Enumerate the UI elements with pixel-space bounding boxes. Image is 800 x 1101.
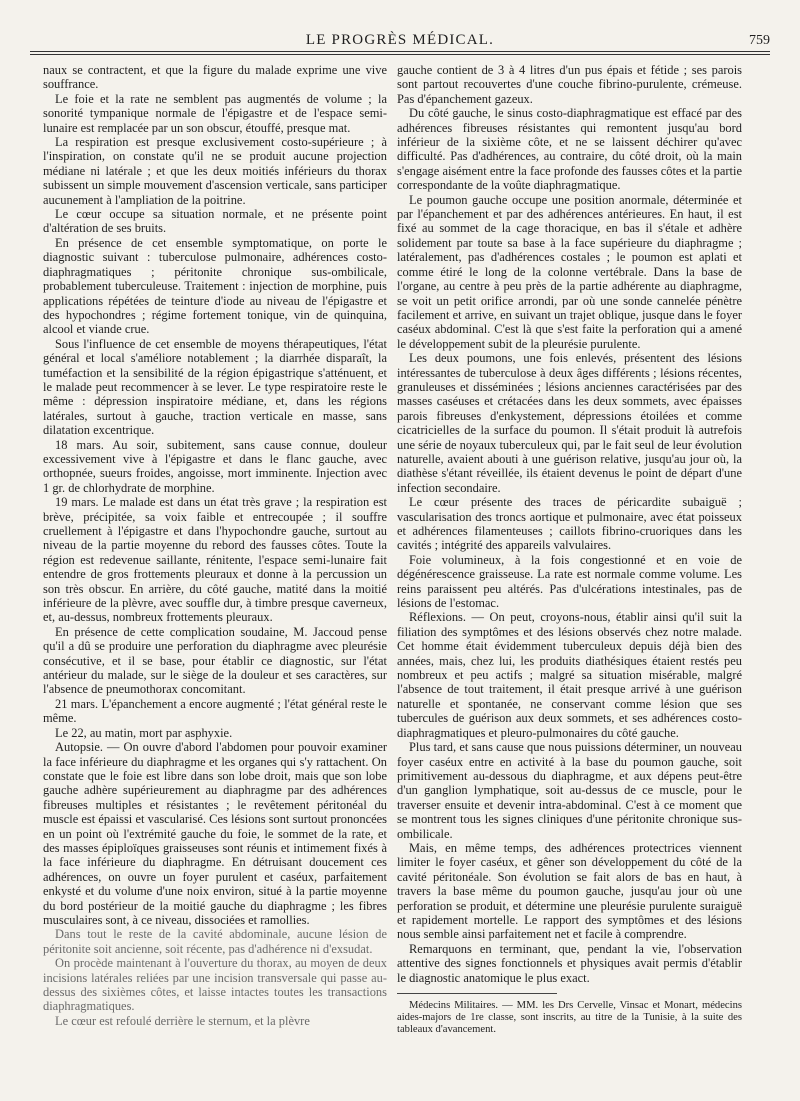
header-rule: [30, 51, 770, 55]
paragraph: Sous l'influence de cet ensemble de moyens thérapeutiques, l'état général et local s'améliore notablement ; la diarrhée disparaît, la tuméfaction et la sensibilité de la région épigastrique s'atténuent, et le malade peut recommencer à se lever. Le type respiratoire reste le même : dépression inspiratoire médiane, et, dans les régions latérales, surtout à gauche, traction verticale en masse, sans dilatation excentrique.: [43, 336, 387, 438]
footnote-rule: [397, 993, 557, 994]
paragraph: Le cœur présente des traces de péricardite subaiguë ; vascularisation des troncs aortique et pulmonaire, avec état poisseux et adhérences filamenteuses ; caillots fibrino-cruoriques dans les cavités ; intégrité des appareils valvulaires.: [397, 495, 742, 553]
right-column: [397, 63, 742, 1037]
paragraph: On procède maintenant à l'ouverture du thorax, au moyen de deux incisions latérales reliées par une incision transversale qui passe au-dessus des sixièmes côtes, et laisse intactes toutes les transactions diaphragmatiques.: [43, 956, 387, 1014]
paragraph: Remarquons en terminant, que, pendant la vie, l'observation attentive des signes fonctionnels et physiques avait permis d'établir le diagnostic anatomique le plus exact.: [397, 941, 742, 985]
paragraph: Plus tard, et sans cause que nous puissions déterminer, un nouveau foyer caséux entre en activité à la base du poumon gauche, soit primitivement au-dessous du diaphragme, et aux dépens peut-être d'un ganglion lymphatique, soit au-dessus de ce muscle, pour le traverser ensuite et devenir intra-abdominal. C'est à ce moment que se montrent tous les signes cliniques d'une péritonite chronique sus-ombilicale.: [397, 740, 742, 841]
paragraph: Le cœur occupe sa situation normale, et ne présente point d'altération de ses bruits.: [43, 207, 387, 236]
autopsy-paragraph: Autopsie. — On ouvre d'abord l'abdomen pour pouvoir examiner la face inférieure du diaphragme et les organes qui s'y rattachent. On constate que le foie est libre dans son lobe droit, mais que son lobe gauche adhère supérieurement au diaphragme par des adhérences fibreuses multiples et résistantes ; le revêtement péritonéal du muscle est épaissi et vascularisé. Ces lésions sont surtout prononcées en un point où l'extrémité gauche du foie, le sommet de la rate, et des masses épiploïques graisseuses sont réunis et intimement fixés à la face inférieure du diaphragme. En détruisant doucement ces adhérences, on ouvre un foyer purulent et caséux, parfaitement enkysté et du volume d'une noix environ, situé à la partie moyenne du bord postérieur de la moitié gauche du diaphragme ; les fibres musculaires sont, à ce niveau, dissociées et ramollies.: [43, 740, 387, 927]
paragraph: 18 mars. Au soir, subitement, sans cause connue, douleur excessivement vive à l'épigastre et dans le flanc gauche, avec orthopnée, sueurs froides, angoisse, mort imminente. Injection avec 1 gr. de chlorhydrate de morphine.: [43, 437, 387, 495]
paragraph: Le cœur est refoulé derrière le sternum, et la plèvre: [55, 1013, 310, 1028]
footnote: Médecins Militaires. — MM. les Drs Cervelle, Vinsac et Monart, médecins aides-majors de 1re classe, sont inscrits, au titre de la Tunisie, à la suite des tableaux d'avancement.: [397, 1000, 742, 1036]
paragraph: Dans tout le reste de la cavité abdominale, aucune lésion de péritonite soit ancienne, soit récente, pas d'adhérence ni d'exsudat.: [43, 927, 387, 956]
journal-title: LE PROGRÈS MÉDICAL.: [305, 32, 495, 48]
paragraph: En présence de cette complication soudaine, M. Jaccoud pense qu'il a dû se produire une perforation du diaphragme avec pleurésie consécutive, et il se base, pour établir ce diagnostic, sur l'état antérieur du malade, sur le siège de la douleur et ses caractères, sur l'absence de pneumothorax concomitant.: [43, 624, 387, 697]
paragraph: naux se contractent, et que la figure du malade exprime une vive souffrance.: [43, 63, 387, 92]
paragraph: gauche contient de 3 à 4 litres d'un pus épais et fétide ; ses parois sont partout recouvertes d'une couche fibrino-purulente, crémeuse. Pas d'épanchement gazeux.: [397, 63, 742, 106]
paragraph: Du côté gauche, le sinus costo-diaphragmatique est effacé par des adhérences fibreuses résistantes qui remontent jusqu'au bord inférieur de la sixième côte, et ne se laissent déchirer qu'avec difficulté. Pas d'adhérences, au contraire, du côté droit, où la main s'engage aisément entre la face profonde des fausses côtes et la partie correspondante de la voûte diaphragmatique.: [397, 106, 742, 193]
running-header: [30, 30, 770, 50]
paragraph: 19 mars. Le malade est dans un état très grave ; la respiration est brève, précipitée, sa voix faible et entrecoupée ; il souffre cruellement à l'épigastre et dans l'hypochondre gauche, surtout au niveau de la partie moyenne du rebord des fausses côtes. Toute la région est redevenue saillante, rénitente, l'espace semi-lunaire fait entendre de gros frottements pleuraux et donne à la percussion un son très obscur. En arrière, du côté gauche, matité dans la moitié inférieure de la plèvre, avec souffle dur, à timbre presque caverneux, et, au-dessus, nombreux frottements pleuraux.: [43, 495, 387, 625]
left-column: [43, 63, 387, 1028]
paragraph: Mais, en même temps, des adhérences protectrices viennent limiter le foyer caséux, et gêner son développement du côté de la cavité péritonéale. Son évolution se fait alors de bas en haut, à travers la base même du poumon gauche, jusqu'au jour où une perforation se produit, et détermine une pleurésie purulente suraiguë et rapidement mortelle. Le rapport des symptômes et des lésions nous semble ainsi parfaitement net et facile à comprendre.: [397, 840, 742, 942]
paragraph: En présence de cet ensemble symptomatique, on porte le diagnostic suivant : tuberculose pulmonaire, adhérences costo-diaphragmatiques ; péritonite chronique sus-ombilicale, probablement tuberculeuse. Traitement : injection de morphine, puis applications répétées de teinture d'iode au niveau de l'épigastre et des hypochondres ; régime fortement tonique, vin de quinquina, alcool et viande crue.: [43, 235, 387, 337]
paragraph: Le poumon gauche occupe une position anormale, déterminée et par l'épanchement et par des adhérences antérieures. En haut, il est fixé au sommet de la cage thoracique, en bas il s'étale et adhère solidement par toute sa base à la face supérieure du diaphragme ; latéralement, pas d'adhérences costales ; le poumon est aplati et comme étiré le long de la colonne vertébrale. Dans la base de l'organe, au centre à peu près de la partie adhérente au diaphragme, se voit un petit orifice arrondi, par où une sonde cannelée pénètre facilement et arrive, en suivant un trajet oblique, jusque dans le foyer caséux abdominal. C'est là que s'est faite la perforation qui a amené le développement subit de la pleurésie purulente.: [397, 192, 742, 351]
paragraph: Le foie et la rate ne semblent pas augmentés de volume ; la sonorité tympanique normale de l'épigastre et de l'espace semi-lunaire est remplacée par un son obscur, étouffé, presque mat.: [43, 91, 387, 135]
paragraph: Les deux poumons, une fois enlevés, présentent des lésions intéressantes de tuberculose à deux âges différents ; lésions récentes, granuleuses et disséminées ; lésions anciennes caractérisées par des masses caséuses et crétacées dans les deux sommets, avec épaisses parois fibreuses d'enkystement, dépressions étoilées et comme cicatricielles de la surface du poumon. Il s'était produit là autrefois une série de noyaux tuberculeux qui, par le fait seul de leur évolution naturelle, avaient abouti à une guérison relative, jusqu'au jour où, la diathèse s'étant réveillée, ils étaient devenus le point de départ d'une infection secondaire.: [397, 351, 742, 495]
paragraph: Foie volumineux, à la fois congestionné et en voie de dégénérescence graisseuse. La rate est normale comme volume. Les reins paraissent peu altérés. Pas d'ulcérations intestinales, pas de lésions de l'estomac.: [397, 552, 742, 611]
paragraph: 21 mars. L'épanchement a encore augmenté ; l'état général reste le même.: [43, 696, 387, 726]
paragraph: Le 22, au matin, mort par asphyxie.: [55, 725, 233, 740]
paragraph: La respiration est presque exclusivement costo-supérieure ; à l'inspiration, on constate qu'il ne se produit aucune projection médiane ni latérale ; et que les deux moitiés inférieurs du thorax subissent un simple mouvement d'ascension verticale, sans participer aucunement à l'ampliation de la poitrine.: [43, 135, 387, 207]
page-number: 759: [749, 33, 770, 48]
reflexions-paragraph: Réflexions. — On peut, croyons-nous, établir ainsi qu'il suit la filiation des symptômes et des lésions observés chez notre malade. Cet homme était évidemment tuberculeux depuis déjà bien des années, mais, chez lui, les produits diathésiques étaient restés peu nombreux et peu actifs ; malgré sa situation misérable, malgré l'absence de tout traitement, il était presque arrivé à une guérison naturelle et spontanée, ne conservant comme lésion que ses tubercules de guérison aux deux sommets, et ses adhérences costo-diaphragmatiques et pleuro-pulmonaires du côté gauche.: [397, 610, 742, 740]
